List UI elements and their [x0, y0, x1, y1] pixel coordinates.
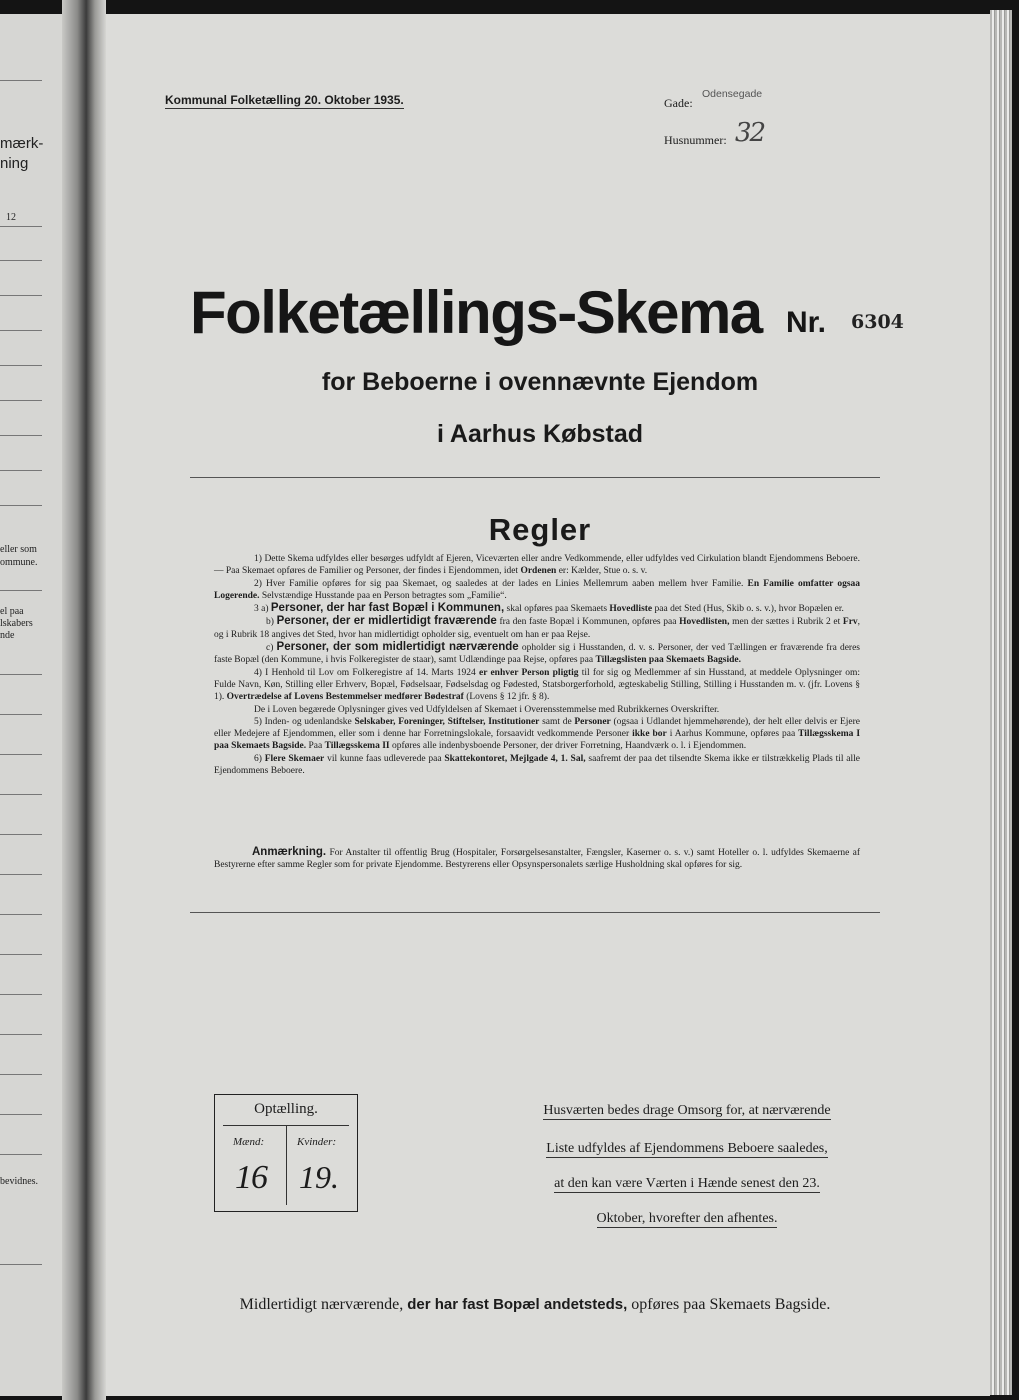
census-title: Kommunal Folketælling 20. Oktober 1935.: [165, 93, 404, 107]
note-paragraph: [214, 846, 860, 872]
left-fragment-text: lskabers: [0, 618, 33, 629]
left-page-fragment: [0, 14, 62, 1396]
men-label: Mænd:: [233, 1136, 265, 1148]
house-number-value: 32: [735, 118, 765, 148]
rule-2: 2) Hver Familie opføres for sig paa Skemaet, og saaledes at der lades en Linies Mellemrum aaben mellem hver Familie. En Familie omfatter ogsaa Logerende. Selvstændige Husstande paa en Person betragtes som „Familie“.: [214, 578, 861, 601]
form-number-value: 6304: [851, 311, 904, 333]
rule-6: 6) Flere Skemaer vil kunne faas udleverede paa Skattekontoret, Mejlgade 4, 1. Sal, saafremt der paa det tilsendte Skema ikke er tilstrækkelig Plads til alle Ejendommens Beboere.: [214, 753, 861, 777]
left-fragment-text: 12: [6, 212, 16, 223]
left-fragment-text: ning: [0, 155, 29, 172]
landlord-notice-line: Oktober, hvorefter den afhentes.: [596, 1211, 778, 1226]
page-edges: [990, 10, 1012, 1395]
rule-3a: 3 a) Personer, der har fast Bopæl i Kommunen, skal opføres paa Skemaets Hovedliste paa det Sted (Hus, Skib o. s. v.), hvor Bopælen er.: [254, 602, 844, 615]
left-fragment-text: eller som: [0, 544, 37, 555]
landlord-notice-line: Husværten bedes drage Omsorg for, at nærværende: [543, 1103, 831, 1118]
book-spine: [62, 0, 106, 1400]
house-number-label: Husnummer:: [664, 133, 727, 147]
left-fragment-text: nde: [0, 630, 15, 641]
count-box: [214, 1094, 358, 1212]
street-label: Gade:: [664, 96, 693, 110]
form-location: i Aarhus Købstad: [436, 420, 644, 448]
rule-3c: c) Personer, der som midlertidigt nærværende opholder sig i Husstanden, d. v. s. Personer, der ved Tællingen er fraværende fra deres faste Bopæl (den Kommune, i hvis Folkeregister de staar), samt Udlændinge paa Rejse, opføres paa Tillægslisten paa Skemaets Bagside.: [214, 641, 860, 666]
divider: [190, 477, 880, 478]
form-number-label: Nr.: [786, 306, 827, 339]
rules-body: [214, 553, 860, 777]
count-title: Optælling.: [254, 1101, 318, 1117]
landlord-notice-line: at den kan være Værten i Hænde senest den 23.: [554, 1176, 820, 1191]
divider: [190, 912, 880, 913]
left-fragment-text: ommune.: [0, 557, 38, 568]
landlord-notice-line: Liste udfyldes af Ejendommens Beboere saaledes,: [546, 1141, 828, 1156]
men-count: 16: [235, 1159, 267, 1196]
women-count: 19.: [299, 1159, 339, 1195]
rule-4: 4) I Henhold til Lov om Folkeregistre af 14. Marts 1924 er enhver Person pligtig til for sig og Medlemmer af sin Husstand, at meddele Oplysninger om: Fulde Navn, Køn, Stilling eller Erhverv, Bopæl, Fødselsaar, Fødselsdag og Fødested, Statsborgerforhold, ægteskabelig Stilling, Stilling i Husstanden m. v. (jfr. Lovens § 1). Overtrædelse af Lovens Bestemmelser medfører Bødestraf (Lovens § 12 jfr. § 8).: [214, 667, 861, 703]
note-label: Anmærkning.: [252, 846, 327, 858]
street-value: Odensegade: [702, 88, 763, 100]
note-text: For Anstalter til offentlig Brug (Hospitaler, Forsørgelsesanstalter, Fængsler, Kaserner o. s. v.) samt Hoteller o. l. udfyldes Skemaerne af Bestyrerne efter samme Regler som for private Ejendomme. Bestyrerens eller Opsynspersonalets særlige Husholdning skal opføres for sig.: [214, 848, 861, 871]
rule-4b: De i Loven begærede Oplysninger gives ved Udfyldelsen af Skemaet i Overensstemmelse med Rubrikkernes Overskrifter.: [254, 704, 720, 715]
rules-heading: Regler: [488, 512, 592, 547]
footer-note: Midlertidigt nærværende, der har fast Bopæl andetsteds, opføres paa Skemaets Bagside.: [239, 1296, 831, 1313]
left-fragment-text: mærk-: [0, 135, 44, 152]
rule-3b: b) Personer, der er midlertidigt fraværende fra den faste Bopæl i Kommunen, opføres paa Hovedlisten, men der sættes i Rubrik 2 et Frv, og i Rubrik 18 angives det Sted, hvor han midlertidigt opholder sig, eventuelt om han er paa Rejse.: [214, 615, 861, 640]
rule-1: 1) Dette Skema udfyldes eller besørges udfyldt af Ejeren, Viceværten eller andre Vedkommende, eller udfyldes ved Cirkulation blandt Ejendommens Beboere. — Paa Skemaet opføres de Familier og Personer, der findes i Ejendommen, idet Ordenen er: Kælder, Stue o. s. v.: [214, 554, 860, 577]
rule-5: 5) Inden- og udenlandske Selskaber, Foreninger, Stiftelser, Institutioner samt de Personer (ogsaa i Udlandet hjemmehørende), der helt eller delvis er Ejere eller Medejere af Ejendommen, eller som i denne har Forretningslokale, forsaavidt vedkommende Personer ikke bor i Aarhus Kommune, opføres paa Tillægsskema I paa Skemaets Bagside. Paa Tillægsskema II opføres alle indenbysboende Personer, der driver Forretning, Haandværk o. l. i Ejendommen.: [214, 716, 861, 752]
left-fragment-text: bevidnes.: [0, 1176, 39, 1187]
form-subtitle: for Beboerne i ovennævnte Ejendom: [321, 368, 759, 396]
women-label: Kvinder:: [297, 1136, 337, 1148]
form-title: Folketællings-Skema: [190, 279, 762, 346]
left-fragment-text: el paa: [0, 606, 24, 617]
